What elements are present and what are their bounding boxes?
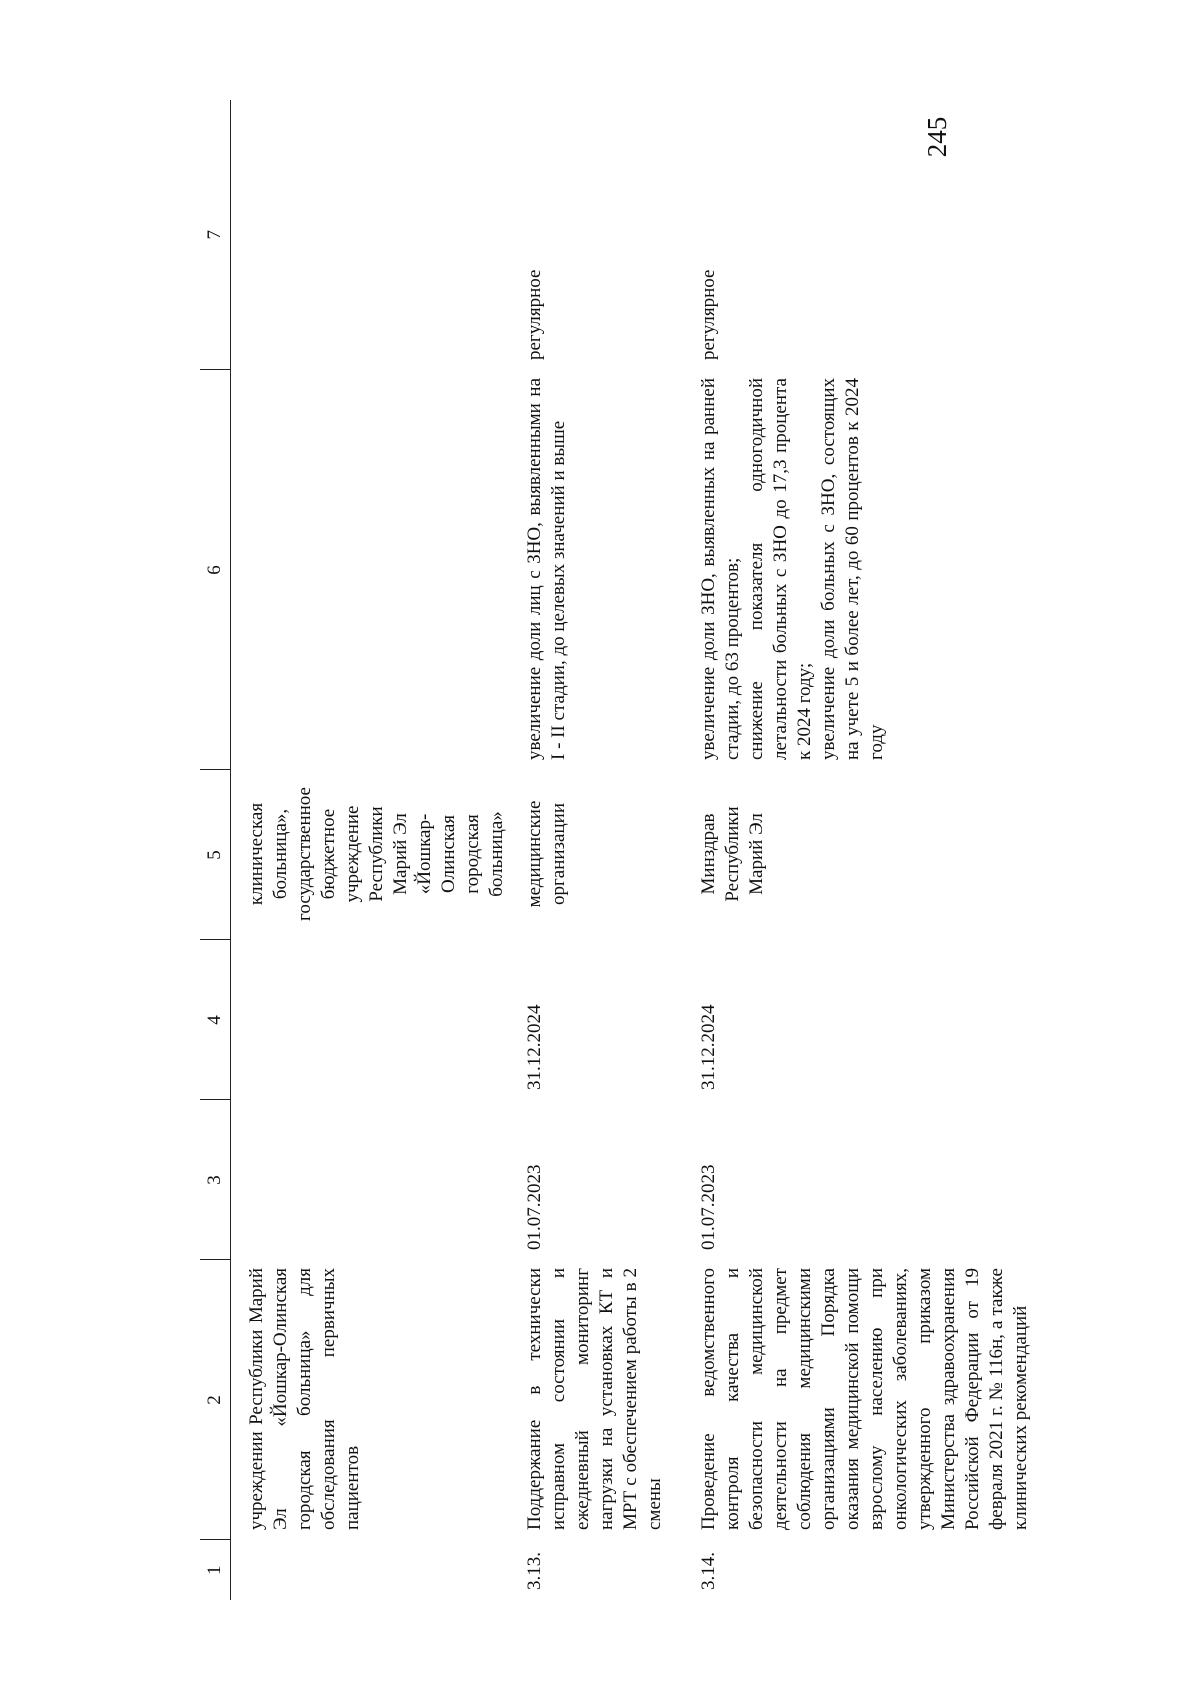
event-text: Проведение ведомственного контроля качества и безопасности медицинской деятельности на предмет соблюдения медицинскими организациями Порядка оказания медицинской помощи взрослому населению при онкологических заболеваниях, утвержденного приказом Министерства здравоохранения Российской Федерации от 19 февраля 2021 г. № 116н, а также клинических рекомендаций [698, 1268, 1031, 1530]
rotated-table-container [200, 100, 1031, 1600]
responsible-line: больница», [270, 808, 291, 900]
responsible-line: государственное [294, 787, 315, 921]
plan-table [200, 100, 1037, 1600]
responsible-line: «Йошкар-Олинская [414, 813, 459, 895]
table-header-row [200, 100, 231, 1600]
column-header: 5 [200, 770, 231, 940]
event-text: Поддержание в технически исправном состоянии и ежедневный мониторинг нагрузки на установках КТ и МРТ с обеспечением работы в 2 смены [524, 1268, 665, 1530]
result-text [513, 370, 687, 770]
row-number: 3.14. [698, 1552, 719, 1590]
responsible-line: Республики Марий Эл [722, 806, 767, 902]
result-line: увеличение доли ЗНО, выявленных на ранней стадии, до 63 процентов; [698, 378, 743, 760]
page-number: 245 [922, 116, 952, 158]
result-line: снижение показателя одногодичной летальности больных с ЗНО до 17,3 процента к 2024 году; [746, 378, 815, 760]
column-header: 7 [200, 100, 231, 370]
end-date [231, 940, 514, 1100]
responsible-cell [513, 770, 687, 940]
start-date [231, 1100, 514, 1260]
column-header: 4 [200, 940, 231, 1100]
start-date: 01.07.2023 [524, 1164, 545, 1250]
end-date: 31.12.2024 [524, 1004, 545, 1090]
row-number: 3.13. [524, 1552, 545, 1590]
responsible-line: бюджетное учреждение [318, 805, 363, 903]
event-text: учреждении Республики Марий Эл «Йошкар-Олинская городская больница» для обследования первичных пациентов [246, 1268, 363, 1530]
row-number [231, 1540, 514, 1600]
responsible-line: Республики Марий Эл [366, 806, 411, 902]
result-line: увеличение доли больных с ЗНО, состоящих на учете 5 и более лет, до 60 процентов к 2024 году [818, 378, 887, 760]
table-row [513, 100, 687, 1600]
responsible-cell [687, 770, 1037, 940]
responsible-line: организации [548, 803, 569, 906]
column-header: 1 [200, 1540, 231, 1600]
start-date: 01.07.2023 [698, 1164, 719, 1250]
result-line: увеличение доли лиц с ЗНО, выявленными на I - II стадии, до целевых значений и выше [524, 378, 569, 760]
responsible-cell [231, 770, 514, 940]
event-type: регулярное [698, 269, 719, 360]
event-type: регулярное [524, 269, 545, 360]
column-header: 6 [200, 370, 231, 770]
table-row [687, 100, 1037, 1600]
column-header: 3 [200, 1100, 231, 1260]
event-type [231, 100, 514, 370]
responsible-line: медицинские [524, 800, 545, 908]
table-row [231, 100, 514, 1600]
responsible-line: городская больница» [462, 811, 507, 897]
responsible-line: клиническая [246, 802, 267, 906]
responsible-line: Минздрав [698, 813, 719, 895]
column-header: 2 [200, 1260, 231, 1540]
end-date: 31.12.2024 [698, 1004, 719, 1090]
result-text [231, 370, 514, 770]
result-text [687, 370, 1037, 770]
